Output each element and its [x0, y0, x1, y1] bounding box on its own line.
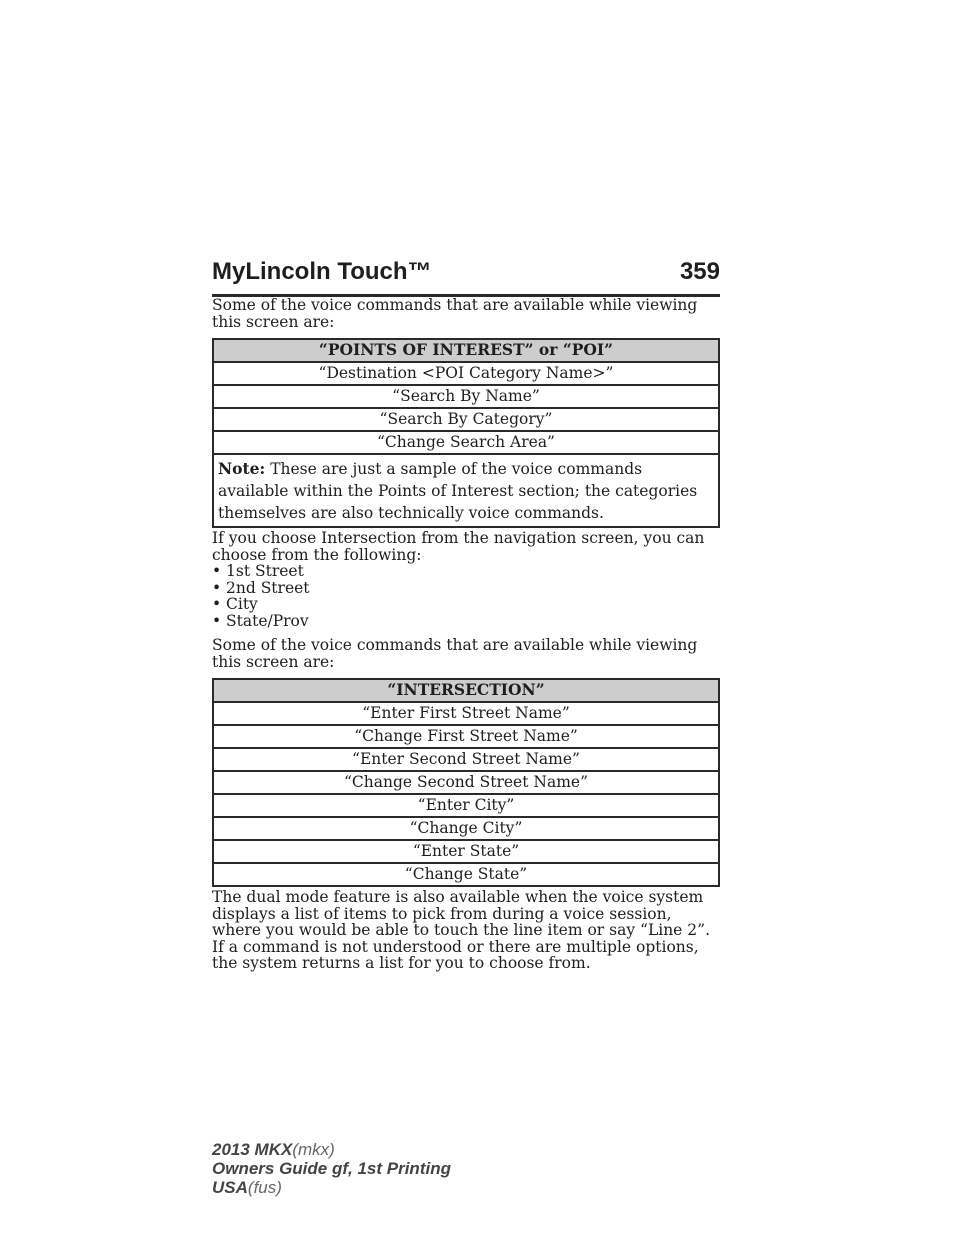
intro-paragraph-intersection: Some of the voice commands that are available while viewing this screen are: [212, 636, 698, 671]
table-row: “Destination <POI Category Name>” [213, 362, 719, 385]
page-content [212, 297, 722, 972]
bullet-glyph: • [212, 562, 222, 580]
list-item [212, 563, 722, 580]
poi-commands-table [212, 338, 720, 528]
table-row: “Search By Category” [213, 408, 719, 431]
table-row: “Change Search Area” [213, 431, 719, 454]
list-item [212, 580, 722, 597]
list-item-text: 2nd Street [226, 578, 310, 597]
table-heading: “POINTS OF INTEREST” or “POI” [213, 339, 719, 362]
list-item-text: City [226, 595, 258, 613]
page-header [212, 258, 720, 297]
table-row: “Enter State” [213, 840, 719, 863]
footer-line-model [212, 1140, 451, 1159]
page-number: 359 [679, 258, 720, 285]
list-item [212, 596, 722, 613]
note-text: These are just a sample of the voice commands available within the Points of Interest section; the categories themselves are also technically voice commands. [218, 460, 698, 522]
footer-line-guide: Owners Guide gf, 1st Printing [212, 1159, 451, 1178]
footer-market-code: (fus) [247, 1178, 282, 1197]
closing-paragraph: The dual mode feature is also available when the voice system displays a list of items to pick from during a voice session, where you would be able to touch the line item or say “Line 2”. If a command is not understood or there are multiple options, the system returns a list for you to choose from. [212, 888, 710, 972]
table-note [213, 454, 719, 527]
list-item-text: State/Prov [226, 611, 309, 630]
list-item-text: 1st Street [226, 562, 304, 580]
footer-model-code: (mkx) [292, 1140, 335, 1159]
footer-market: USA [212, 1178, 248, 1197]
bullet-glyph: • [212, 611, 222, 630]
list-item [212, 613, 722, 630]
bullet-glyph: • [212, 595, 222, 613]
intro-paragraph-poi: Some of the voice commands that are available while viewing this screen are: [212, 296, 698, 331]
table-row: “Enter First Street Name” [213, 702, 719, 725]
intersection-commands-table [212, 678, 720, 887]
table-row: “Change First Street Name” [213, 725, 719, 748]
intersection-options-list [212, 563, 722, 629]
table-row: “Enter City” [213, 794, 719, 817]
footer-model: 2013 MKX [212, 1140, 293, 1159]
table-row: “Enter Second Street Name” [213, 748, 719, 771]
table-row: “Change State” [213, 863, 719, 886]
table-heading: “INTERSECTION” [213, 679, 719, 702]
section-title: MyLincoln Touch™ [212, 258, 432, 285]
intersection-intro: If you choose Intersection from the navigation screen, you can choose from the following: [212, 529, 705, 564]
print-footer [212, 1140, 451, 1197]
table-row: “Change City” [213, 817, 719, 840]
bullet-glyph: • [212, 578, 222, 597]
table-row: “Search By Name” [213, 385, 719, 408]
footer-line-market [212, 1178, 451, 1197]
table-row: “Change Second Street Name” [213, 771, 719, 794]
note-label: Note: [218, 459, 266, 478]
